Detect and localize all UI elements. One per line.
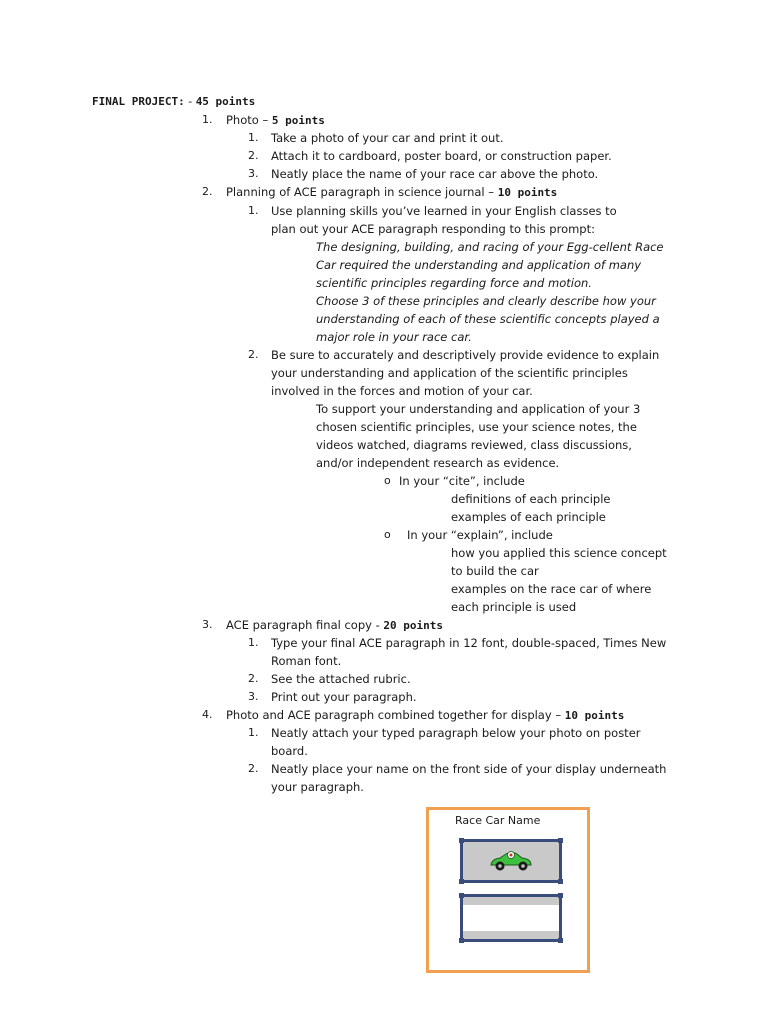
race-car-name-label: Race Car Name (455, 814, 541, 827)
item-number: 2. (248, 149, 259, 162)
list-item: board. (271, 744, 308, 758)
list-item: In your “cite”, include (399, 474, 525, 488)
planning-item: Planning of ACE paragraph in science journal – 10 points (226, 185, 558, 199)
list-item: videos watched, diagrams reviewed, class discussions, (316, 438, 632, 452)
prompt-text: understanding of each of these scientific concepts played a (316, 312, 660, 326)
prompt-text: Choose 3 of these principles and clearly describe how your (316, 294, 656, 308)
item-number: 1. (248, 204, 259, 217)
item-number: 2. (248, 672, 259, 685)
list-item: your paragraph. (271, 780, 364, 794)
list-item: Neatly place the name of your race car above the photo. (271, 167, 599, 181)
prompt-text: scientific principles regarding force and motion. (316, 276, 592, 290)
item-number: 1. (202, 113, 213, 126)
list-item: Type your final ACE paragraph in 12 font, double-spaced, Times New (271, 636, 667, 650)
list-item: your understanding and application of the scientific principles (271, 366, 628, 380)
prompt-text: The designing, building, and racing of your Egg-cellent Race (316, 240, 664, 254)
display-diagram (426, 807, 590, 973)
list-item: Take a photo of your car and print it out. (271, 131, 504, 145)
item-number: 3. (202, 618, 213, 631)
list-item: Use planning skills you’ve learned in your English classes to (271, 204, 617, 218)
list-item: To support your understanding and application of your 3 (316, 402, 641, 416)
list-item: Neatly attach your typed paragraph below your photo on poster (271, 726, 641, 740)
item-number: 2. (202, 185, 213, 198)
list-item: examples on the race car of where (451, 582, 652, 596)
item-number: 1. (248, 726, 259, 739)
list-item: plan out your ACE paragraph responding to this prompt: (271, 222, 595, 236)
bullet-marker: o (384, 474, 391, 487)
prompt-text: Car required the understanding and application of many (316, 258, 642, 272)
item-number: 1. (248, 636, 259, 649)
list-item: Be sure to accurately and descriptively provide evidence to explain (271, 348, 660, 362)
race-car-icon (488, 848, 534, 874)
final-copy-item: ACE paragraph final copy - 20 points (226, 618, 444, 632)
item-number: 4. (202, 708, 213, 721)
list-item: and/or independent research as evidence. (316, 456, 560, 470)
display-item: Photo and ACE paragraph combined together for display – 10 points (226, 708, 625, 722)
bullet-marker: o (384, 528, 391, 541)
item-number: 3. (248, 167, 259, 180)
list-item: definitions of each principle (451, 492, 611, 506)
paragraph-placeholder (460, 894, 562, 942)
item-number: 2. (248, 762, 259, 775)
list-item: See the attached rubric. (271, 672, 411, 686)
list-item: each principle is used (451, 600, 577, 614)
list-item: Neatly place your name on the front side of your display underneath (271, 762, 667, 776)
list-item: In your “explain”, include (407, 528, 553, 542)
final-project-heading: FINAL PROJECT: - 45 points (92, 95, 256, 108)
list-item: chosen scientific principles, use your science notes, the (316, 420, 637, 434)
item-number: 3. (248, 690, 259, 703)
list-item: Print out your paragraph. (271, 690, 417, 704)
item-number: 2. (248, 348, 259, 361)
list-item: involved in the forces and motion of your car. (271, 384, 533, 398)
photo-item: Photo – 5 points (226, 113, 325, 127)
photo-placeholder (460, 839, 562, 883)
list-item: how you applied this science concept (451, 546, 667, 560)
list-item: to build the car (451, 564, 539, 578)
list-item: examples of each principle (451, 510, 606, 524)
item-number: 1. (248, 131, 259, 144)
list-item: Attach it to cardboard, poster board, or construction paper. (271, 149, 612, 163)
list-item: Roman font. (271, 654, 342, 668)
prompt-text: major role in your race car. (316, 330, 472, 344)
